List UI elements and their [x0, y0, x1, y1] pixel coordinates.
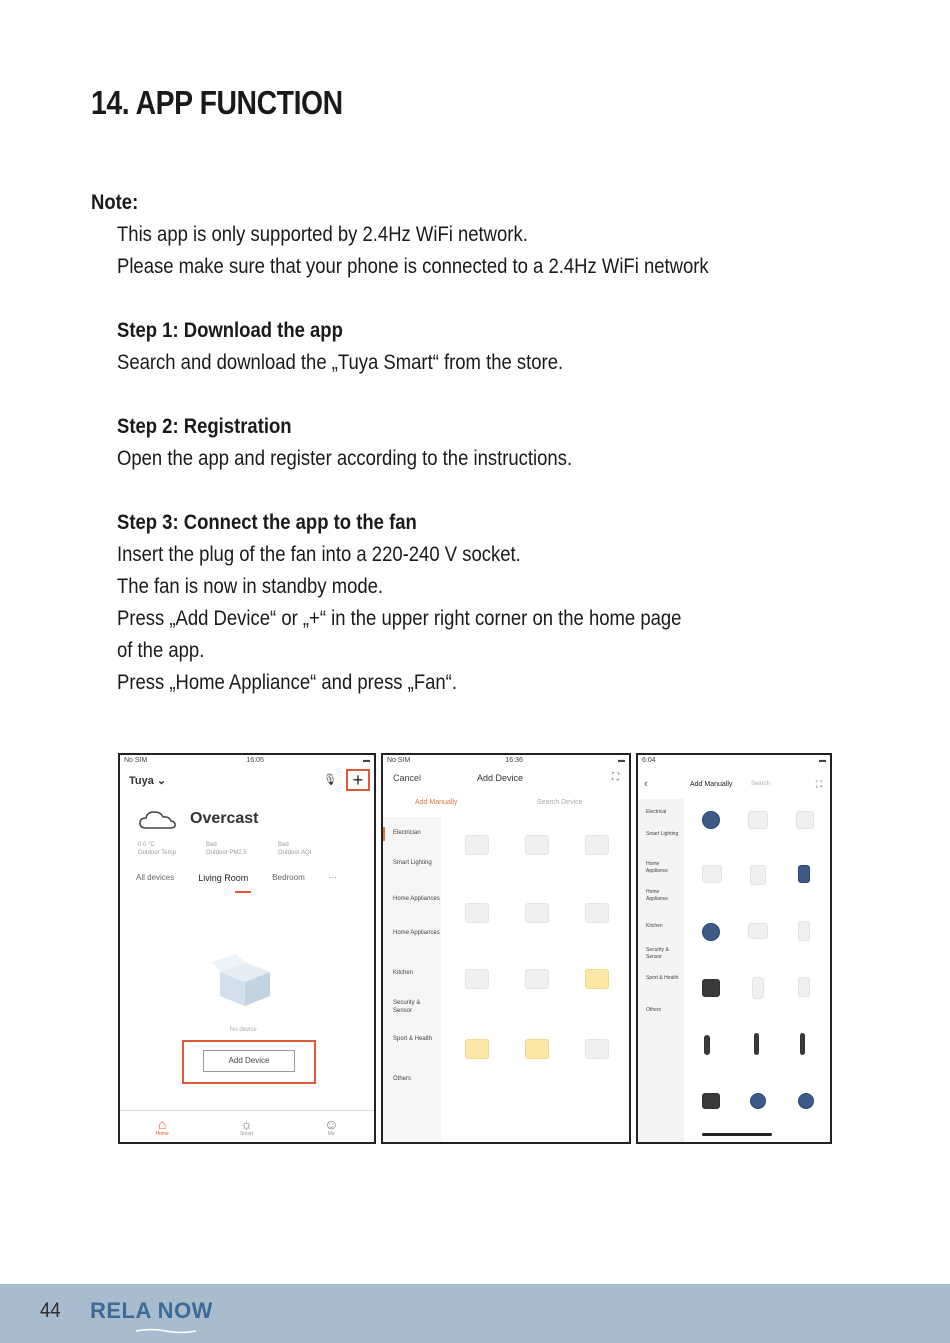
category-item[interactable]: Kitchen	[393, 970, 414, 976]
brand-logo: RELA NOW	[90, 1298, 213, 1323]
add-device-plus-button[interactable]: +	[346, 769, 370, 791]
back-icon[interactable]: ‹	[644, 778, 648, 790]
no-device-label: No device	[230, 1027, 257, 1033]
category-item[interactable]: Smart Lighting	[646, 831, 679, 837]
status-bar	[642, 757, 826, 767]
tab-bedroom[interactable]: Bedroom	[272, 873, 305, 882]
home-selector[interactable]: Tuya ⌄	[129, 775, 167, 787]
battery-icon: ▬	[363, 757, 370, 764]
device-tile[interactable]	[748, 923, 768, 939]
device-tile[interactable]	[585, 969, 609, 989]
category-item[interactable]: Security & Sensor	[646, 947, 669, 960]
step-2-line: Open the app and register according to the instructions.	[117, 447, 573, 470]
step-3-line: Press „Home Appliance“ and press „Fan“.	[117, 671, 457, 694]
device-tile[interactable]	[525, 903, 549, 923]
page-number: 44	[40, 1299, 61, 1322]
status-bar	[387, 757, 625, 767]
sun-icon: ☼	[240, 1115, 253, 1132]
category-item[interactable]: Security & Sensor	[393, 1000, 421, 1014]
step-1-heading: Step 1: Download the app	[117, 319, 343, 342]
category-item[interactable]: Electrician	[393, 830, 421, 836]
device-tile[interactable]	[796, 811, 814, 829]
tab-living-room[interactable]: Living Room	[198, 873, 249, 883]
device-tile[interactable]	[798, 921, 810, 941]
status-time: 16:05	[246, 757, 264, 764]
step-3-heading: Step 3: Connect the app to the fan	[117, 511, 417, 534]
device-tile[interactable]	[465, 1039, 489, 1059]
device-tile[interactable]	[748, 811, 768, 829]
device-tile[interactable]	[702, 811, 720, 829]
device-tile[interactable]	[465, 969, 489, 989]
carrier-label: No SIM	[387, 757, 411, 764]
screenshot-add-device	[381, 753, 631, 1144]
category-item[interactable]: Electrical	[646, 809, 667, 815]
scan-icon[interactable]: ⛶	[612, 772, 619, 783]
add-manually-title[interactable]: Add Manually	[690, 781, 733, 788]
device-tile[interactable]	[465, 835, 489, 855]
battery-icon: ▬	[819, 757, 826, 764]
device-tile[interactable]	[704, 1035, 710, 1055]
step-3-line: of the app.	[117, 639, 205, 662]
category-item[interactable]: Sport & Health	[393, 1036, 433, 1042]
weather-meta: Bad Outdoor AQI	[278, 842, 312, 856]
nav-me[interactable]: ☺ Me	[324, 1115, 339, 1137]
status-time: 6:04	[642, 757, 656, 764]
device-tile[interactable]	[750, 1093, 766, 1109]
category-item[interactable]: Home Appliance	[646, 861, 668, 874]
page-title: 14. APP FUNCTION	[91, 84, 343, 121]
add-device-title: Add Device	[477, 773, 524, 783]
device-tile[interactable]	[702, 979, 720, 997]
step-1-line: Search and download the „Tuya Smart“ from the store.	[117, 351, 564, 374]
empty-box-illustration	[210, 950, 280, 1010]
device-tile[interactable]	[585, 1039, 609, 1059]
page-footer	[0, 1284, 950, 1343]
cancel-button[interactable]: Cancel	[393, 773, 422, 783]
step-3-line: Insert the plug of the fan into a 220-240 V socket.	[117, 543, 521, 566]
device-tile[interactable]	[752, 977, 764, 999]
category-item[interactable]: Home Appliances	[393, 896, 440, 902]
profile-icon: ☺	[324, 1115, 339, 1132]
battery-icon: ▬	[618, 757, 625, 764]
device-tile[interactable]	[754, 1033, 759, 1055]
screenshot-home	[118, 753, 376, 1144]
brand-wave-icon	[136, 1328, 196, 1334]
step-3-line: Press „Add Device“ or „+“ in the upper right corner on the home page	[117, 607, 682, 630]
device-tile[interactable]	[525, 969, 549, 989]
active-tab-indicator	[235, 891, 251, 893]
device-tile[interactable]	[798, 977, 810, 997]
weather-meta: Bad Outdoor PM2.5	[206, 842, 247, 856]
note-line: This app is only supported by 2.4Hz WiFi network.	[117, 223, 528, 246]
device-tile[interactable]	[702, 1093, 720, 1109]
category-item[interactable]: Smart Lighting	[393, 860, 432, 866]
add-device-button[interactable]: Add Device	[203, 1050, 295, 1072]
status-bar	[124, 757, 370, 767]
home-indicator	[702, 1133, 772, 1136]
category-item[interactable]: Sport & Health	[646, 975, 679, 981]
screenshot-add-manually	[636, 753, 832, 1144]
room-tabs	[136, 873, 364, 883]
search-tab[interactable]: Search	[751, 781, 771, 787]
instructions	[91, 187, 851, 699]
note-line: Please make sure that your phone is connected to a 2.4Hz WiFi network	[117, 255, 709, 278]
weather-label: Overcast	[190, 810, 259, 827]
note-heading: Note:	[91, 191, 139, 214]
tab-all-devices[interactable]: All devices	[136, 873, 175, 882]
scan-icon[interactable]: ⛶	[815, 779, 822, 789]
device-tile[interactable]	[800, 1033, 805, 1055]
category-item[interactable]: Others	[646, 1007, 662, 1013]
more-tabs-button[interactable]: ···	[328, 873, 337, 882]
category-item[interactable]: Kitchen	[646, 923, 663, 929]
tab-add-manually[interactable]: Add Manually	[415, 799, 458, 806]
cloud-icon	[138, 808, 178, 832]
category-item[interactable]: Home Appliance	[646, 889, 668, 902]
microphone-icon[interactable]: 🎙	[323, 774, 337, 786]
device-tile[interactable]	[525, 1039, 549, 1059]
weather-meta: 0.0 °C Outdoor Temp	[138, 842, 176, 856]
device-tile[interactable]	[525, 835, 549, 855]
category-sidebar	[383, 817, 441, 1142]
step-2-heading: Step 2: Registration	[117, 415, 292, 438]
active-category-indicator	[383, 827, 385, 841]
device-tile[interactable]	[750, 865, 766, 885]
device-tile[interactable]	[465, 903, 489, 923]
category-sidebar	[638, 799, 684, 1142]
tab-search-device[interactable]: Search Device	[537, 799, 583, 806]
device-tile[interactable]	[798, 865, 810, 883]
nav-smart[interactable]: ☼ Smart	[239, 1115, 254, 1137]
device-tile[interactable]	[702, 865, 722, 883]
device-tile[interactable]	[702, 923, 720, 941]
home-icon: ⌂	[157, 1115, 167, 1132]
category-item[interactable]: Home Appliances	[393, 930, 440, 936]
carrier-label: No SIM	[124, 757, 148, 764]
step-3-line: The fan is now in standby mode.	[117, 575, 384, 598]
status-time: 16:36	[505, 757, 523, 764]
add-device-highlight	[182, 1040, 316, 1084]
device-tile[interactable]	[585, 835, 609, 855]
category-item[interactable]: Others	[393, 1076, 412, 1082]
nav-home[interactable]: ⌂ Home	[155, 1115, 169, 1137]
bottom-nav	[120, 1110, 374, 1142]
device-tile[interactable]	[585, 903, 609, 923]
device-tile[interactable]	[798, 1093, 814, 1109]
